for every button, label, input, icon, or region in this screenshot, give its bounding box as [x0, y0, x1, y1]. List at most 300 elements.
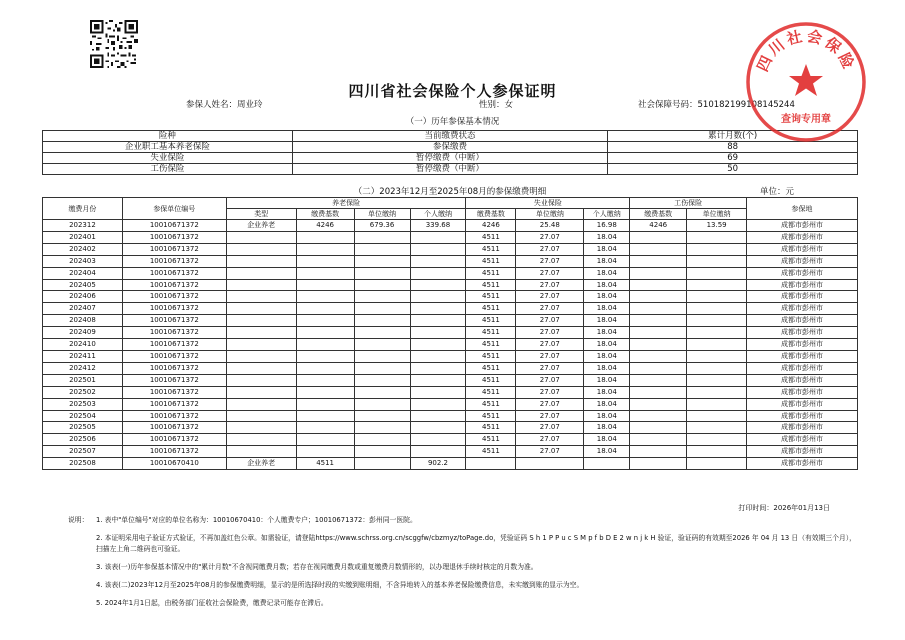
months: 50: [608, 164, 858, 175]
cell-pension-type: [226, 279, 296, 291]
cell-injury-base: [630, 327, 687, 339]
gender-field: [479, 98, 513, 110]
note-item: 3. 该表(一)历年参保基本情况中的"累计月数"不含视同缴费月数；若存在视同缴费月数或重复缴费月数情形的，以办理退休手续时核定的月数为准。: [96, 563, 538, 571]
cell-unit-no: 10010671372: [122, 255, 226, 267]
cell-pension-personal-pay: [410, 303, 466, 315]
section2-title: （二）2023年12月至2025年08月的参保缴费明细: [353, 187, 547, 197]
cell-pension-type: [226, 410, 296, 422]
header-type: 类型: [226, 209, 296, 220]
cell-unemp-personal-pay: 18.04: [584, 339, 630, 351]
cell-unemp-base: 4511: [466, 422, 516, 434]
table-row: [43, 291, 858, 303]
cell-unemp-unit-pay: 27.07: [516, 362, 584, 374]
cell-month: 202412: [43, 362, 123, 374]
cell-pension-type: [226, 267, 296, 279]
cell-pension-base: [296, 446, 354, 458]
header-unemployment: 失业保险: [466, 198, 630, 209]
table-row: [43, 255, 858, 267]
cell-pension-base: [296, 243, 354, 255]
cell-pension-type: [226, 350, 296, 362]
cell-injury-base: [630, 410, 687, 422]
cell-place: 成都市彭州市: [747, 243, 858, 255]
cell-unemp-unit-pay: 27.07: [516, 231, 584, 243]
cell-injury-base: [630, 279, 687, 291]
cell-unemp-unit-pay: 27.07: [516, 398, 584, 410]
cell-unemp-personal-pay: 18.04: [584, 446, 630, 458]
cell-place: 成都市彭州市: [747, 434, 858, 446]
cell-unemp-personal-pay: 18.04: [584, 398, 630, 410]
header-pension-unit-pay: 单位缴纳: [354, 209, 410, 220]
cell-unemp-unit-pay: 27.07: [516, 327, 584, 339]
cell-pension-base: [296, 410, 354, 422]
cell-pension-unit-pay: [354, 374, 410, 386]
cell-place: 成都市彭州市: [747, 458, 858, 470]
unit-label: 单位：元: [759, 187, 794, 197]
cell-pension-unit-pay: [354, 267, 410, 279]
cell-unemp-personal-pay: 16.98: [584, 220, 630, 232]
cell-unit-no: 10010671372: [122, 267, 226, 279]
cell-pension-base: 4246: [296, 220, 354, 232]
cell-injury-base: [630, 350, 687, 362]
cell-injury-unit-pay: [687, 339, 747, 351]
cell-pension-base: [296, 362, 354, 374]
cell-place: 成都市彭州市: [747, 303, 858, 315]
basic-info-table: [42, 130, 858, 175]
cell-pension-personal-pay: [410, 410, 466, 422]
cell-pension-type: [226, 327, 296, 339]
cell-injury-unit-pay: [687, 231, 747, 243]
cell-unemp-personal-pay: 18.04: [584, 303, 630, 315]
cell-pension-base: 4511: [296, 458, 354, 470]
cell-injury-unit-pay: [687, 362, 747, 374]
name-label: 参保人姓名：: [186, 100, 238, 110]
cell-injury-base: [630, 398, 687, 410]
cell-unemp-base: 4511: [466, 327, 516, 339]
print-time: 打印时间：2026年01月13日: [738, 504, 830, 512]
cell-pension-type: [226, 422, 296, 434]
cell-month: 202404: [43, 267, 123, 279]
cell-unit-no: 10010671372: [122, 398, 226, 410]
cell-injury-base: [630, 243, 687, 255]
table-row: [43, 422, 858, 434]
cell-pension-unit-pay: [354, 350, 410, 362]
months: 88: [608, 142, 858, 153]
cell-unit-no: 10010671372: [122, 362, 226, 374]
cell-unit-no: 10010671372: [122, 243, 226, 255]
cell-unemp-personal-pay: [584, 458, 630, 470]
cell-pension-base: [296, 267, 354, 279]
header-month: 缴费月份: [43, 198, 123, 220]
cell-pension-unit-pay: [354, 291, 410, 303]
cell-pension-unit-pay: [354, 315, 410, 327]
cell-unit-no: 10010671372: [122, 410, 226, 422]
cell-injury-base: [630, 374, 687, 386]
cell-unemp-base: 4511: [466, 279, 516, 291]
cell-unit-no: 10010671372: [122, 303, 226, 315]
cell-injury-unit-pay: [687, 410, 747, 422]
cell-unemp-unit-pay: 27.07: [516, 386, 584, 398]
cell-pension-unit-pay: [354, 446, 410, 458]
cell-pension-type: [226, 446, 296, 458]
cell-place: 成都市彭州市: [747, 446, 858, 458]
cell-month: 202405: [43, 279, 123, 291]
table-row: [43, 458, 858, 470]
table-row: [43, 231, 858, 243]
status: 参保缴费: [292, 142, 608, 153]
star-icon: [789, 64, 823, 96]
cell-unemp-unit-pay: 27.07: [516, 410, 584, 422]
cell-pension-base: [296, 303, 354, 315]
header-unemp-personal-pay: 个人缴纳: [584, 209, 630, 220]
cell-place: 成都市彭州市: [747, 231, 858, 243]
cell-unit-no: 10010671372: [122, 434, 226, 446]
table-header-row: [43, 131, 858, 142]
cell-injury-base: [630, 267, 687, 279]
cell-injury-unit-pay: [687, 458, 747, 470]
cell-injury-base: [630, 446, 687, 458]
cell-unemp-unit-pay: 27.07: [516, 255, 584, 267]
table-row: [43, 315, 858, 327]
table-row: [43, 327, 858, 339]
cell-unemp-unit-pay: 25.48: [516, 220, 584, 232]
cell-unemp-unit-pay: 27.07: [516, 315, 584, 327]
cell-pension-type: [226, 386, 296, 398]
cell-place: 成都市彭州市: [747, 362, 858, 374]
cell-pension-base: [296, 327, 354, 339]
cell-unemp-personal-pay: 18.04: [584, 434, 630, 446]
insurance-type: 工伤保险: [43, 164, 293, 175]
cell-injury-unit-pay: [687, 350, 747, 362]
cell-unemp-personal-pay: 18.04: [584, 386, 630, 398]
gender-label: 性别：: [479, 100, 505, 110]
cell-pension-type: [226, 231, 296, 243]
cell-injury-unit-pay: 13.59: [687, 220, 747, 232]
cell-injury-base: [630, 339, 687, 351]
cell-injury-unit-pay: [687, 243, 747, 255]
section2-heading: [42, 185, 858, 197]
cell-pension-personal-pay: [410, 374, 466, 386]
cell-pension-unit-pay: [354, 386, 410, 398]
cell-unit-no: 10010670410: [122, 458, 226, 470]
table-row: [43, 164, 858, 175]
table-row: [43, 386, 858, 398]
cell-unit-no: 10010671372: [122, 220, 226, 232]
cell-month: 202407: [43, 303, 123, 315]
table-row: [43, 279, 858, 291]
stamp-text: 四川社会保险: [753, 26, 859, 75]
cell-injury-base: [630, 434, 687, 446]
header-injury-unit-pay: 单位缴纳: [687, 209, 747, 220]
header-status: 当前缴费状态: [292, 131, 608, 142]
cell-pension-type: [226, 255, 296, 267]
cell-injury-base: [630, 255, 687, 267]
cell-month: 202507: [43, 446, 123, 458]
gender-value: 女: [504, 100, 514, 110]
cell-month: 202402: [43, 243, 123, 255]
cell-pension-personal-pay: [410, 315, 466, 327]
header-injury-base: 缴费基数: [630, 209, 687, 220]
cell-month: 202502: [43, 386, 123, 398]
cell-pension-base: [296, 231, 354, 243]
cell-injury-unit-pay: [687, 291, 747, 303]
cell-unemp-base: 4511: [466, 339, 516, 351]
cell-place: 成都市彭州市: [747, 422, 858, 434]
cell-pension-personal-pay: [410, 291, 466, 303]
cell-unemp-base: 4511: [466, 386, 516, 398]
cell-unemp-personal-pay: 18.04: [584, 243, 630, 255]
cell-pension-base: [296, 339, 354, 351]
cell-injury-base: 4246: [630, 220, 687, 232]
cell-pension-type: [226, 291, 296, 303]
cell-unemp-unit-pay: 27.07: [516, 243, 584, 255]
cell-pension-personal-pay: [410, 434, 466, 446]
cell-pension-personal-pay: [410, 267, 466, 279]
cell-pension-unit-pay: 679.36: [354, 220, 410, 232]
name-field: [186, 98, 263, 110]
table-row: [43, 267, 858, 279]
cell-month: 202411: [43, 350, 123, 362]
cell-injury-unit-pay: [687, 315, 747, 327]
cell-place: 成都市彭州市: [747, 279, 858, 291]
cell-injury-unit-pay: [687, 446, 747, 458]
cell-pension-type: 企业养老: [226, 458, 296, 470]
cell-unemp-base: 4511: [466, 243, 516, 255]
cell-place: 成都市彭州市: [747, 398, 858, 410]
cell-unemp-base: 4511: [466, 434, 516, 446]
cell-unit-no: 10010671372: [122, 339, 226, 351]
cell-injury-base: [630, 422, 687, 434]
cell-unemp-unit-pay: 27.07: [516, 267, 584, 279]
header-place: 参保地: [747, 198, 858, 220]
cell-month: 202401: [43, 231, 123, 243]
cell-pension-personal-pay: [410, 446, 466, 458]
cell-injury-unit-pay: [687, 434, 747, 446]
cell-injury-base: [630, 315, 687, 327]
cell-pension-personal-pay: [410, 386, 466, 398]
header-injury: 工伤保险: [630, 198, 747, 209]
cell-month: 202505: [43, 422, 123, 434]
cell-unemp-unit-pay: 27.07: [516, 350, 584, 362]
cell-injury-unit-pay: [687, 398, 747, 410]
cell-unit-no: 10010671372: [122, 291, 226, 303]
cell-injury-unit-pay: [687, 386, 747, 398]
cell-unemp-personal-pay: 18.04: [584, 362, 630, 374]
qr-code: [90, 20, 138, 68]
cell-pension-base: [296, 279, 354, 291]
cell-unemp-base: 4511: [466, 410, 516, 422]
table-row: [43, 243, 858, 255]
cell-unemp-unit-pay: 27.07: [516, 446, 584, 458]
cell-month: 202508: [43, 458, 123, 470]
table-row: [43, 362, 858, 374]
cell-month: 202410: [43, 339, 123, 351]
cell-unemp-base: 4511: [466, 303, 516, 315]
cell-pension-personal-pay: [410, 422, 466, 434]
cell-unemp-unit-pay: [516, 458, 584, 470]
cell-unemp-unit-pay: 27.07: [516, 422, 584, 434]
cell-pension-unit-pay: [354, 410, 410, 422]
cell-injury-unit-pay: [687, 279, 747, 291]
cell-injury-unit-pay: [687, 303, 747, 315]
cell-unemp-base: 4511: [466, 374, 516, 386]
cell-unemp-personal-pay: 18.04: [584, 231, 630, 243]
table-row: [43, 374, 858, 386]
cell-place: 成都市彭州市: [747, 410, 858, 422]
table-row: [43, 220, 858, 232]
cell-month: 202403: [43, 255, 123, 267]
cell-unemp-personal-pay: 18.04: [584, 291, 630, 303]
cell-unit-no: 10010671372: [122, 386, 226, 398]
cell-pension-base: [296, 434, 354, 446]
cell-injury-unit-pay: [687, 374, 747, 386]
cell-unemp-personal-pay: 18.04: [584, 410, 630, 422]
cell-unit-no: 10010671372: [122, 374, 226, 386]
cell-place: 成都市彭州市: [747, 255, 858, 267]
cell-pension-unit-pay: [354, 339, 410, 351]
cell-injury-base: [630, 458, 687, 470]
header-unemp-unit-pay: 单位缴纳: [516, 209, 584, 220]
table-header-row: [43, 198, 858, 209]
header-pension: 养老保险: [226, 198, 466, 209]
notes-label: 说明：: [68, 516, 89, 524]
name-value: 周业玲: [237, 100, 263, 110]
cell-injury-unit-pay: [687, 422, 747, 434]
cell-unemp-base: 4511: [466, 350, 516, 362]
insurance-type: 企业职工基本养老保险: [43, 142, 293, 153]
cell-unemp-base: 4511: [466, 446, 516, 458]
cell-unit-no: 10010671372: [122, 327, 226, 339]
table-row: [43, 339, 858, 351]
insurance-type: 失业保险: [43, 153, 293, 164]
document-title: 四川省社会保险个人参保证明: [348, 82, 557, 100]
cell-unemp-unit-pay: 27.07: [516, 291, 584, 303]
note-item: 4. 该表(二)2023年12月至2025年08月的参保缴费明细，显示的是所选择时段的实缴到账明细，不含异地转入的基本养老保险缴费信息，未实缴到账的显示为空。: [96, 581, 584, 589]
cell-pension-unit-pay: [354, 458, 410, 470]
official-stamp: [744, 20, 868, 144]
cell-unemp-personal-pay: 18.04: [584, 255, 630, 267]
cell-unemp-base: 4511: [466, 291, 516, 303]
cell-unit-no: 10010671372: [122, 279, 226, 291]
cell-place: 成都市彭州市: [747, 327, 858, 339]
cell-pension-base: [296, 291, 354, 303]
cell-unemp-base: 4511: [466, 398, 516, 410]
note-item: 5. 2024年1月1日起，由税务部门征收社会保险费，缴费记录可能存在滞后。: [96, 599, 328, 607]
cell-injury-base: [630, 303, 687, 315]
status: 暂停缴费（中断）: [292, 153, 608, 164]
cell-pension-personal-pay: [410, 243, 466, 255]
cell-pension-unit-pay: [354, 279, 410, 291]
cell-pension-base: [296, 386, 354, 398]
cell-pension-personal-pay: [410, 279, 466, 291]
cell-pension-base: [296, 374, 354, 386]
section1-title: （一）历年参保基本情况: [405, 117, 500, 127]
cell-pension-personal-pay: [410, 362, 466, 374]
cell-unit-no: 10010671372: [122, 315, 226, 327]
cell-pension-base: [296, 398, 354, 410]
cell-month: 202503: [43, 398, 123, 410]
ssn-value: 510182199108145244: [697, 100, 795, 110]
cell-month: 202408: [43, 315, 123, 327]
cell-unit-no: 10010671372: [122, 446, 226, 458]
cell-injury-base: [630, 362, 687, 374]
notes: [68, 515, 856, 616]
table-row: [43, 446, 858, 458]
cell-pension-unit-pay: [354, 243, 410, 255]
cell-unemp-unit-pay: 27.07: [516, 434, 584, 446]
cell-pension-type: [226, 362, 296, 374]
cell-pension-type: [226, 398, 296, 410]
payment-rows: [43, 220, 858, 470]
table-row: [43, 153, 858, 164]
cell-pension-personal-pay: [410, 339, 466, 351]
cell-injury-base: [630, 231, 687, 243]
header-unit-no: 参保单位编号: [122, 198, 226, 220]
cell-unemp-base: 4511: [466, 231, 516, 243]
cell-pension-type: [226, 434, 296, 446]
cell-month: 202506: [43, 434, 123, 446]
cell-pension-personal-pay: [410, 398, 466, 410]
cell-unemp-unit-pay: 27.07: [516, 303, 584, 315]
table-row: [43, 398, 858, 410]
cell-injury-unit-pay: [687, 255, 747, 267]
header-insurance-type: 险种: [43, 131, 293, 142]
cell-unemp-base: 4511: [466, 255, 516, 267]
cell-pension-type: 企业养老: [226, 220, 296, 232]
cell-place: 成都市彭州市: [747, 220, 858, 232]
cell-place: 成都市彭州市: [747, 267, 858, 279]
cell-unemp-base: 4511: [466, 267, 516, 279]
cell-pension-unit-pay: [354, 255, 410, 267]
cell-pension-unit-pay: [354, 303, 410, 315]
table-row: [43, 303, 858, 315]
header-unemp-base: 缴费基数: [466, 209, 516, 220]
table-row: [43, 434, 858, 446]
cell-unemp-personal-pay: 18.04: [584, 374, 630, 386]
cell-pension-unit-pay: [354, 231, 410, 243]
cell-unemp-personal-pay: 18.04: [584, 267, 630, 279]
cell-unemp-personal-pay: 18.04: [584, 327, 630, 339]
header-pension-base: 缴费基数: [296, 209, 354, 220]
cell-pension-unit-pay: [354, 398, 410, 410]
table-row: [43, 410, 858, 422]
cell-pension-unit-pay: [354, 422, 410, 434]
cell-place: 成都市彭州市: [747, 386, 858, 398]
cell-pension-base: [296, 422, 354, 434]
ssn-label: 社会保障号码：: [638, 100, 698, 110]
table-row: [43, 350, 858, 362]
header-months: 累计月数(个): [608, 131, 858, 142]
cell-pension-type: [226, 315, 296, 327]
cell-month: 202312: [43, 220, 123, 232]
payment-detail-table: [42, 197, 858, 470]
cell-place: 成都市彭州市: [747, 315, 858, 327]
cell-unemp-personal-pay: 18.04: [584, 279, 630, 291]
cell-unit-no: 10010671372: [122, 422, 226, 434]
cell-place: 成都市彭州市: [747, 350, 858, 362]
cell-injury-unit-pay: [687, 267, 747, 279]
cell-injury-base: [630, 386, 687, 398]
cell-pension-type: [226, 303, 296, 315]
cell-injury-unit-pay: [687, 327, 747, 339]
cell-pension-personal-pay: [410, 231, 466, 243]
cell-pension-unit-pay: [354, 434, 410, 446]
cell-place: 成都市彭州市: [747, 339, 858, 351]
cell-unemp-base: 4246: [466, 220, 516, 232]
cell-unemp-base: 4511: [466, 362, 516, 374]
cell-place: 成都市彭州市: [747, 291, 858, 303]
cell-month: 202504: [43, 410, 123, 422]
cell-pension-personal-pay: [410, 327, 466, 339]
